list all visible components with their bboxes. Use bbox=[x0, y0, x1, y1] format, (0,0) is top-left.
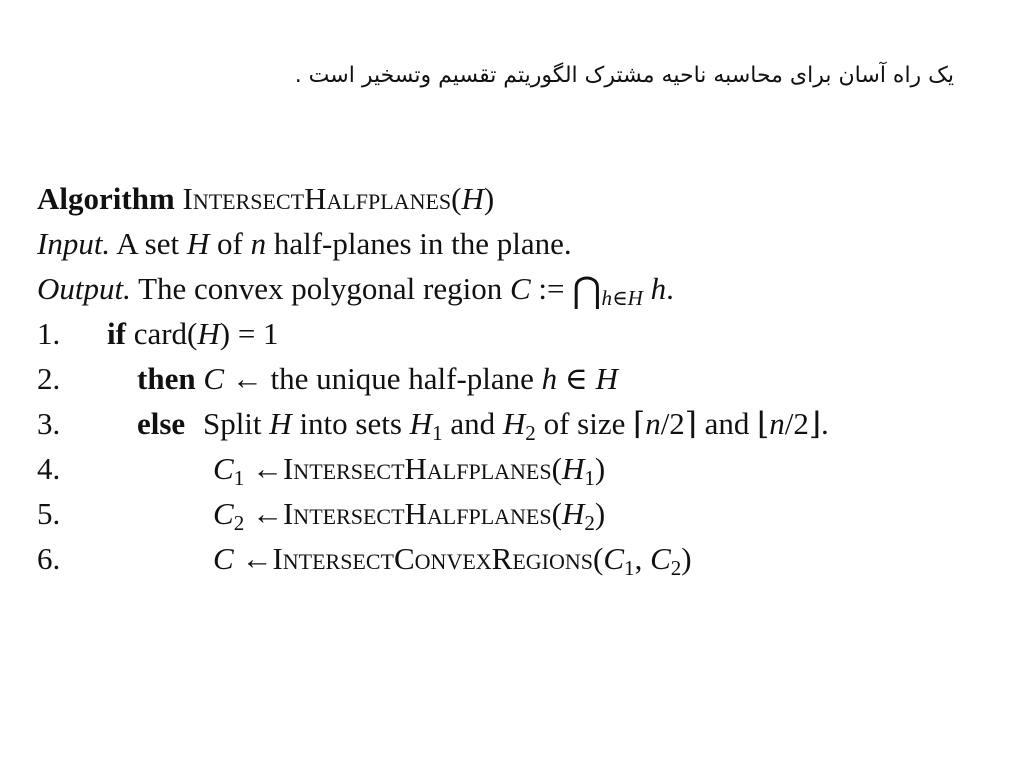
line-text: ← the unique half-plane bbox=[224, 361, 542, 396]
variable-n: n bbox=[645, 406, 661, 441]
subscript: 1 bbox=[233, 465, 245, 490]
line-text: into sets bbox=[291, 406, 410, 441]
output-h: h bbox=[642, 271, 667, 306]
line-body bbox=[213, 536, 692, 581]
subscript: 2 bbox=[670, 555, 682, 580]
algorithm-line-2 bbox=[37, 356, 997, 401]
variable-h: H bbox=[197, 316, 220, 351]
output-label: Output. bbox=[37, 271, 131, 306]
line-text: Split bbox=[202, 406, 270, 441]
subscript: 1 bbox=[584, 465, 595, 490]
output-line bbox=[37, 266, 997, 311]
variable-c1: C bbox=[213, 451, 234, 486]
variable-c: C bbox=[203, 361, 225, 396]
line-text: ( bbox=[551, 451, 562, 486]
assign-arrow: ← bbox=[233, 541, 273, 576]
input-line bbox=[37, 221, 997, 266]
variable-h1: H bbox=[561, 451, 585, 486]
procedure-name: IntersectConvexRegions bbox=[272, 541, 593, 576]
input-label: Input. bbox=[37, 226, 111, 261]
subscript: 1 bbox=[432, 420, 443, 445]
line-body bbox=[137, 401, 829, 446]
line-number: 4. bbox=[37, 451, 61, 486]
algorithm-keyword: Algorithm bbox=[37, 181, 175, 216]
assign-arrow: ← bbox=[244, 451, 283, 486]
algorithm-line-1 bbox=[37, 311, 997, 356]
subscript: 1 bbox=[624, 555, 635, 580]
line-text: ( bbox=[593, 541, 604, 576]
algorithm-name: IntersectHalfplanes bbox=[182, 181, 452, 216]
line-text: /2⌋. bbox=[784, 406, 829, 441]
output-end: . bbox=[666, 271, 674, 306]
if-keyword: if bbox=[107, 316, 126, 351]
else-keyword: else bbox=[137, 406, 186, 441]
then-keyword: then bbox=[137, 361, 196, 396]
subscript: 2 bbox=[233, 510, 245, 535]
line-body bbox=[137, 356, 618, 401]
line-text: ( bbox=[551, 496, 562, 531]
intersection-symbol: ⋂ bbox=[572, 269, 602, 310]
algorithm-line-6 bbox=[37, 536, 997, 581]
line-text: /2⌉ and ⌊ bbox=[660, 406, 770, 441]
input-var-h: H bbox=[186, 226, 210, 261]
procedure-name: IntersectHalfplanes bbox=[282, 496, 552, 531]
line-text: ) bbox=[681, 541, 692, 576]
input-var-n: n bbox=[250, 226, 267, 261]
line-text: ) = 1 bbox=[219, 316, 279, 351]
output-assign: := bbox=[530, 271, 573, 306]
variable-c2: C bbox=[213, 496, 234, 531]
algorithm-line-3 bbox=[37, 401, 997, 446]
close-paren: ) bbox=[483, 181, 495, 216]
variable-c1: C bbox=[603, 541, 625, 576]
algorithm-block bbox=[37, 176, 997, 581]
line-text: ) bbox=[594, 451, 606, 486]
intersection-subscript: h∈H bbox=[601, 285, 643, 310]
input-text-b: of bbox=[209, 226, 251, 261]
variable-h: H bbox=[269, 406, 292, 441]
variable-c2: C bbox=[650, 541, 671, 576]
line-body bbox=[107, 311, 279, 356]
open-paren: ( bbox=[451, 181, 462, 216]
line-number: 6. bbox=[37, 541, 61, 576]
line-text: ) bbox=[594, 496, 606, 531]
algorithm-line-4 bbox=[37, 446, 997, 491]
input-text-a: A set bbox=[116, 226, 187, 261]
line-number: 2. bbox=[37, 361, 61, 396]
line-text: ∈ bbox=[557, 361, 596, 396]
output-text-a: The convex polygonal region bbox=[138, 271, 510, 306]
input-text-c: half-planes in the plane. bbox=[266, 226, 572, 261]
line-number: 5. bbox=[37, 496, 61, 531]
persian-heading: یک راه آسان برای محاسبه ناحیه مشترک الگوریتم تقسیم وتسخیر است . bbox=[294, 63, 954, 88]
procedure-name: IntersectHalfplanes bbox=[282, 451, 552, 486]
variable-c: C bbox=[213, 541, 234, 576]
variable-h2: H bbox=[561, 496, 585, 531]
algorithm-line-5 bbox=[37, 491, 997, 536]
variable-h-lower: h bbox=[541, 361, 558, 396]
variable-n: n bbox=[769, 406, 785, 441]
variable-h2: H bbox=[502, 406, 526, 441]
subscript: 2 bbox=[525, 420, 536, 445]
line-number: 1. bbox=[37, 316, 61, 351]
line-body bbox=[213, 491, 605, 536]
line-text: of size ⌈ bbox=[535, 406, 646, 441]
subscript: 2 bbox=[584, 510, 595, 535]
line-number: 3. bbox=[37, 406, 61, 441]
algorithm-param: H bbox=[461, 181, 484, 216]
line-text: card( bbox=[125, 316, 198, 351]
line-text: and bbox=[442, 406, 503, 441]
line-text: , bbox=[634, 541, 651, 576]
algorithm-title-line bbox=[37, 176, 997, 221]
output-var-c: C bbox=[509, 271, 531, 306]
variable-h: H bbox=[595, 361, 619, 396]
variable-h1: H bbox=[409, 406, 433, 441]
assign-arrow: ← bbox=[244, 496, 283, 531]
line-body bbox=[213, 446, 605, 491]
